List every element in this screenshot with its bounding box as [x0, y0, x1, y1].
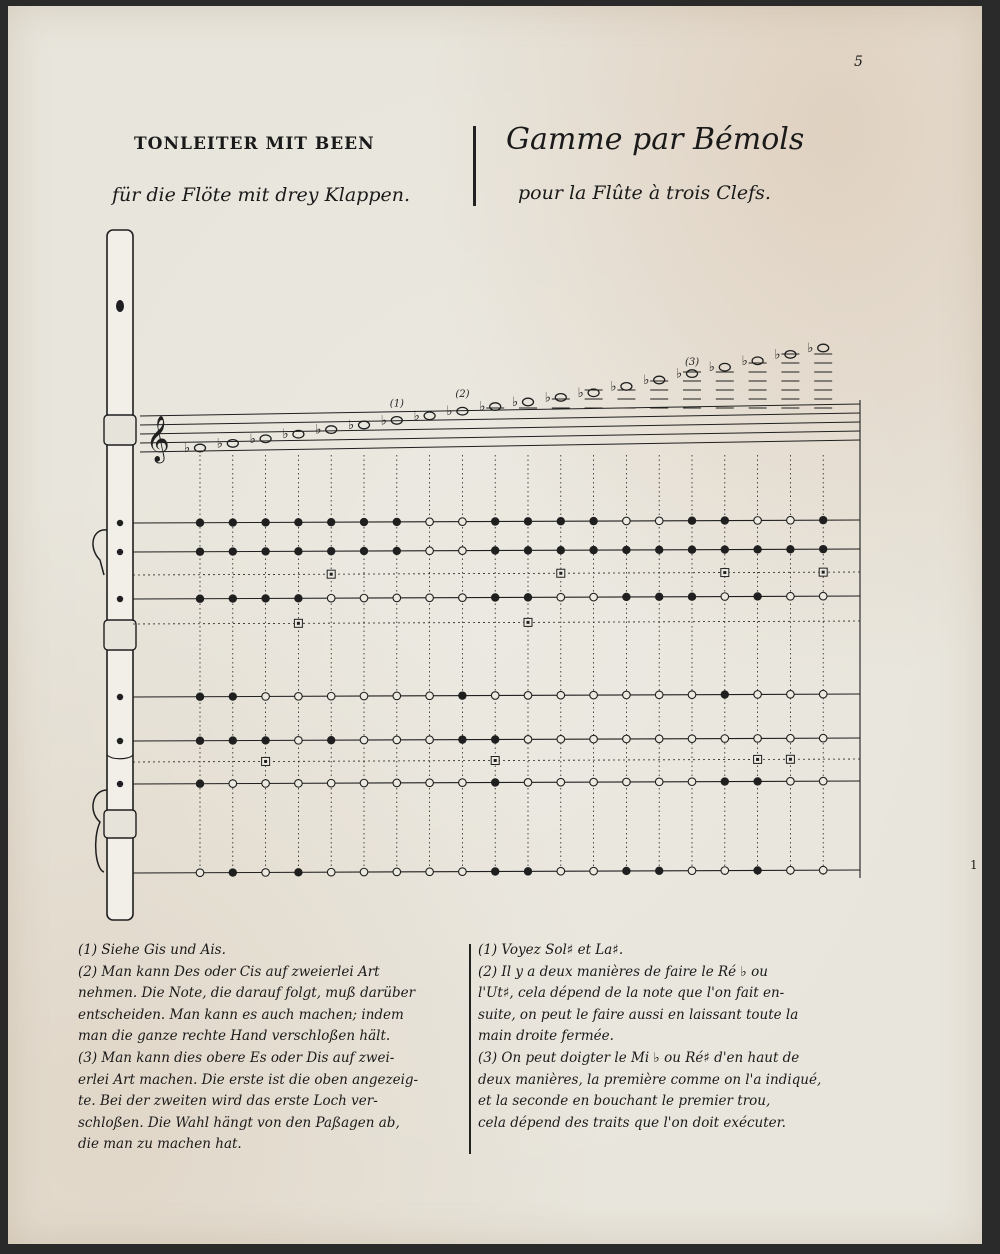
closed-hole — [229, 518, 237, 526]
footnote-line: die man zu machen hat. — [78, 1136, 242, 1153]
closed-hole — [491, 735, 499, 743]
flat-sign: ♭ — [446, 404, 453, 420]
tone-hole — [117, 520, 123, 526]
closed-hole — [589, 546, 597, 554]
open-hole — [688, 867, 696, 875]
flat-sign: ♭ — [544, 390, 551, 406]
closed-hole — [360, 518, 368, 526]
open-hole — [459, 868, 467, 876]
tone-hole — [117, 549, 123, 555]
open-hole — [459, 779, 467, 787]
open-hole — [590, 691, 598, 699]
flute-joint-ring — [104, 415, 136, 445]
closed-hole — [819, 545, 827, 553]
open-hole — [819, 777, 827, 785]
footnote-line: et la seconde en bouchant le premier trou, — [478, 1093, 771, 1110]
closed-hole — [229, 594, 237, 602]
closed-hole — [491, 867, 499, 875]
closed-hole — [753, 866, 761, 874]
note-head — [457, 407, 468, 415]
treble-clef: 𝄞 — [146, 416, 170, 462]
page-number: 5 — [854, 54, 863, 70]
closed-hole — [721, 545, 729, 553]
key-open-center — [822, 571, 825, 574]
closed-hole — [491, 546, 499, 554]
closed-hole — [294, 594, 302, 602]
open-hole — [327, 779, 335, 787]
flat-sign: ♭ — [315, 422, 322, 438]
open-hole — [623, 691, 631, 699]
closed-hole — [229, 547, 237, 555]
open-hole — [491, 692, 499, 700]
open-hole — [557, 691, 565, 699]
open-hole — [426, 868, 434, 876]
open-hole — [754, 691, 762, 699]
closed-hole — [196, 737, 204, 745]
open-hole — [819, 592, 827, 600]
open-hole — [229, 780, 237, 788]
staff-line — [140, 440, 860, 452]
closed-hole — [491, 593, 499, 601]
open-hole — [590, 778, 598, 786]
flat-sign: ♭ — [216, 436, 223, 452]
flat-sign: ♭ — [184, 441, 191, 456]
open-hole — [426, 547, 434, 555]
open-hole — [327, 868, 335, 876]
closed-hole — [196, 519, 204, 527]
note-marker: (2) — [455, 389, 470, 401]
open-hole — [787, 516, 795, 524]
open-hole — [557, 593, 565, 601]
key-open-center — [527, 621, 530, 624]
closed-hole — [622, 546, 630, 554]
closed-hole — [360, 547, 368, 555]
open-hole — [295, 737, 303, 745]
open-hole — [262, 780, 270, 788]
closed-hole — [327, 736, 335, 744]
open-hole — [787, 690, 795, 698]
open-hole — [426, 692, 434, 700]
key-open-center — [297, 622, 300, 625]
open-hole — [787, 866, 795, 874]
closed-hole — [589, 517, 597, 525]
open-hole — [819, 866, 827, 874]
open-hole — [426, 594, 434, 602]
note-head — [490, 403, 501, 411]
closed-hole — [261, 594, 269, 602]
closed-hole — [524, 517, 532, 525]
key-open-center — [330, 573, 333, 576]
footnote-line: entscheiden. Man kann es auch machen; indem — [78, 1006, 404, 1023]
closed-hole — [524, 546, 532, 554]
tone-hole — [117, 596, 123, 602]
flat-sign: ♭ — [413, 408, 420, 424]
open-hole — [360, 594, 368, 602]
open-hole — [196, 869, 204, 877]
closed-hole — [294, 868, 302, 876]
staff-line — [140, 422, 860, 434]
closed-hole — [393, 547, 401, 555]
closed-hole — [524, 867, 532, 875]
closed-hole — [557, 517, 565, 525]
flat-sign: ♭ — [577, 385, 584, 401]
closed-hole — [753, 592, 761, 600]
open-hole — [557, 778, 565, 786]
note-head — [326, 426, 337, 434]
note-head — [424, 412, 435, 420]
closed-hole — [688, 592, 696, 600]
closed-hole — [229, 736, 237, 744]
closed-hole — [721, 777, 729, 785]
key-open-center — [789, 758, 792, 761]
open-hole — [459, 547, 467, 555]
german-title: TONLEITER MIT BEEN — [134, 134, 375, 154]
open-hole — [688, 735, 696, 743]
flat-sign: ♭ — [282, 427, 289, 443]
closed-hole — [294, 547, 302, 555]
open-hole — [721, 593, 729, 601]
closed-hole — [753, 545, 761, 553]
key-open-center — [494, 759, 497, 762]
tone-hole — [117, 738, 123, 744]
flat-sign: ♭ — [512, 395, 519, 410]
closed-hole — [458, 691, 466, 699]
flute-joint-ring — [104, 620, 136, 650]
closed-hole — [196, 548, 204, 556]
closed-hole — [327, 518, 335, 526]
note-head — [555, 394, 566, 402]
open-hole — [459, 594, 467, 602]
closed-hole — [229, 692, 237, 700]
footnote-line: (2) Man kann Des oder Cis auf zweierlei Art — [78, 963, 380, 980]
footnote-line: schloßen. Die Wahl hängt von den Paßagen ab, — [78, 1114, 400, 1131]
closed-hole — [655, 593, 663, 601]
open-hole — [393, 692, 401, 700]
closed-hole — [721, 690, 729, 698]
flute-joint-ring — [104, 810, 136, 838]
open-hole — [787, 592, 795, 600]
flat-sign: ♭ — [807, 341, 814, 356]
open-hole — [557, 735, 565, 743]
closed-hole — [688, 516, 696, 524]
open-hole — [426, 518, 434, 526]
note-head — [818, 344, 829, 352]
note-head — [687, 370, 698, 378]
open-hole — [787, 777, 795, 785]
closed-hole — [196, 595, 204, 603]
open-hole — [819, 734, 827, 742]
open-hole — [623, 735, 631, 743]
open-hole — [360, 692, 368, 700]
key-row-line — [133, 572, 860, 575]
flat-sign: ♭ — [774, 347, 781, 363]
open-hole — [393, 779, 401, 787]
open-hole — [459, 518, 467, 526]
open-hole — [524, 736, 532, 744]
open-hole — [360, 779, 368, 787]
open-hole — [393, 594, 401, 602]
open-hole — [623, 778, 631, 786]
closed-hole — [688, 545, 696, 553]
closed-hole — [819, 516, 827, 524]
open-hole — [360, 868, 368, 876]
open-hole — [721, 867, 729, 875]
german-subtitle: für die Flöte mit drey Klappen. — [112, 184, 411, 206]
open-hole — [295, 693, 303, 701]
flat-sign: ♭ — [380, 413, 387, 429]
closed-hole — [327, 547, 335, 555]
closed-hole — [491, 778, 499, 786]
open-hole — [524, 692, 532, 700]
french-subtitle: pour la Flûte à trois Clefs. — [518, 182, 771, 204]
open-hole — [524, 779, 532, 787]
open-hole — [590, 593, 598, 601]
footnote-line: (3) On peut doigter le Mi ♭ ou Ré♯ d'en haut de — [478, 1049, 800, 1066]
footnote-line: nehmen. Die Note, die darauf folgt, muß darüber — [78, 985, 416, 1002]
flat-sign: ♭ — [708, 360, 715, 376]
closed-hole — [557, 546, 565, 554]
open-hole — [360, 736, 368, 744]
open-hole — [590, 867, 598, 875]
staff-line — [140, 431, 860, 443]
flat-sign: ♭ — [676, 366, 683, 382]
open-hole — [557, 867, 565, 875]
open-hole — [754, 735, 762, 743]
key-open-center — [723, 571, 726, 574]
footnote-line: suite, on peut le faire aussi en laissant toute la — [478, 1006, 799, 1023]
closed-hole — [622, 867, 630, 875]
key-open-center — [559, 572, 562, 575]
footnote-line: l'Ut♯, cela dépend de la note que l'on fait en- — [478, 985, 785, 1002]
closed-hole — [196, 780, 204, 788]
footnote-line: deux manières, la première comme on l'a indiqué, — [478, 1071, 822, 1088]
tone-hole — [117, 781, 123, 787]
closed-hole — [655, 867, 663, 875]
open-hole — [754, 517, 762, 525]
closed-hole — [196, 693, 204, 701]
footnote-line: erlei Art machen. Die erste ist die oben angezeig- — [78, 1071, 419, 1088]
key-open-center — [756, 758, 759, 761]
open-hole — [262, 693, 270, 701]
note-head — [359, 421, 370, 429]
closed-hole — [261, 547, 269, 555]
note-head — [523, 398, 534, 406]
closed-hole — [491, 517, 499, 525]
note-head — [719, 363, 730, 371]
footnote-line: te. Bei der zweiten wird das erste Loch ver- — [78, 1093, 378, 1110]
closed-hole — [261, 736, 269, 744]
flute-illustration — [93, 230, 136, 920]
flat-sign: ♭ — [643, 373, 650, 388]
closed-hole — [655, 546, 663, 554]
open-hole — [426, 736, 434, 744]
note-head — [227, 440, 238, 448]
open-hole — [327, 692, 335, 700]
open-hole — [688, 778, 696, 786]
open-hole — [655, 691, 663, 699]
open-hole — [688, 691, 696, 699]
open-hole — [819, 690, 827, 698]
note-head — [654, 376, 665, 384]
closed-hole — [622, 593, 630, 601]
footnote-line: main droite fermée. — [478, 1028, 614, 1045]
french-title: Gamme par Bémols — [506, 122, 805, 157]
note-marker: (1) — [389, 398, 404, 410]
music-staff — [140, 341, 860, 464]
open-hole — [262, 869, 270, 877]
closed-hole — [261, 518, 269, 526]
open-hole — [327, 594, 335, 602]
flat-sign: ♭ — [610, 379, 617, 395]
open-hole — [295, 780, 303, 788]
closed-hole — [229, 868, 237, 876]
flat-sign: ♭ — [249, 431, 256, 447]
footnote-line: (1) Voyez Sol♯ et La♯. — [478, 942, 624, 958]
flute-key-lever — [93, 530, 107, 575]
footnote-line: cela dépend des traits que l'on doit exécuter. — [478, 1114, 786, 1131]
embouchure-hole — [116, 300, 124, 312]
closed-hole — [393, 518, 401, 526]
open-hole — [655, 778, 663, 786]
open-hole — [393, 736, 401, 744]
margin-mark: 1 — [970, 858, 978, 872]
closed-hole — [721, 516, 729, 524]
open-hole — [655, 735, 663, 743]
open-hole — [426, 779, 434, 787]
flat-sign: ♭ — [741, 353, 748, 369]
closed-hole — [458, 735, 466, 743]
staff-line — [140, 413, 860, 425]
key-row-line — [133, 621, 860, 624]
footnote-line: (1) Siehe Gis und Ais. — [78, 942, 226, 958]
open-hole — [655, 517, 663, 525]
open-hole — [721, 735, 729, 743]
flat-sign: ♭ — [479, 399, 486, 415]
open-hole — [393, 868, 401, 876]
open-hole — [590, 735, 598, 743]
note-head — [621, 383, 632, 391]
note-head — [260, 435, 271, 443]
closed-hole — [524, 593, 532, 601]
footnote-line: man die ganze rechte Hand verschloßen hält. — [78, 1028, 391, 1045]
fingering-grid — [133, 400, 860, 878]
open-hole — [623, 517, 631, 525]
key-open-center — [264, 760, 267, 763]
flat-sign: ♭ — [348, 418, 355, 433]
footnote-line: (2) Il y a deux manières de faire le Ré ♭ ou — [478, 963, 768, 980]
closed-hole — [294, 518, 302, 526]
footnote-line: (3) Man kann dies obere Es oder Dis auf zwei- — [78, 1049, 395, 1066]
closed-hole — [753, 777, 761, 785]
note-marker: (3) — [685, 357, 700, 368]
tone-hole — [117, 694, 123, 700]
open-hole — [787, 734, 795, 742]
closed-hole — [786, 545, 794, 553]
